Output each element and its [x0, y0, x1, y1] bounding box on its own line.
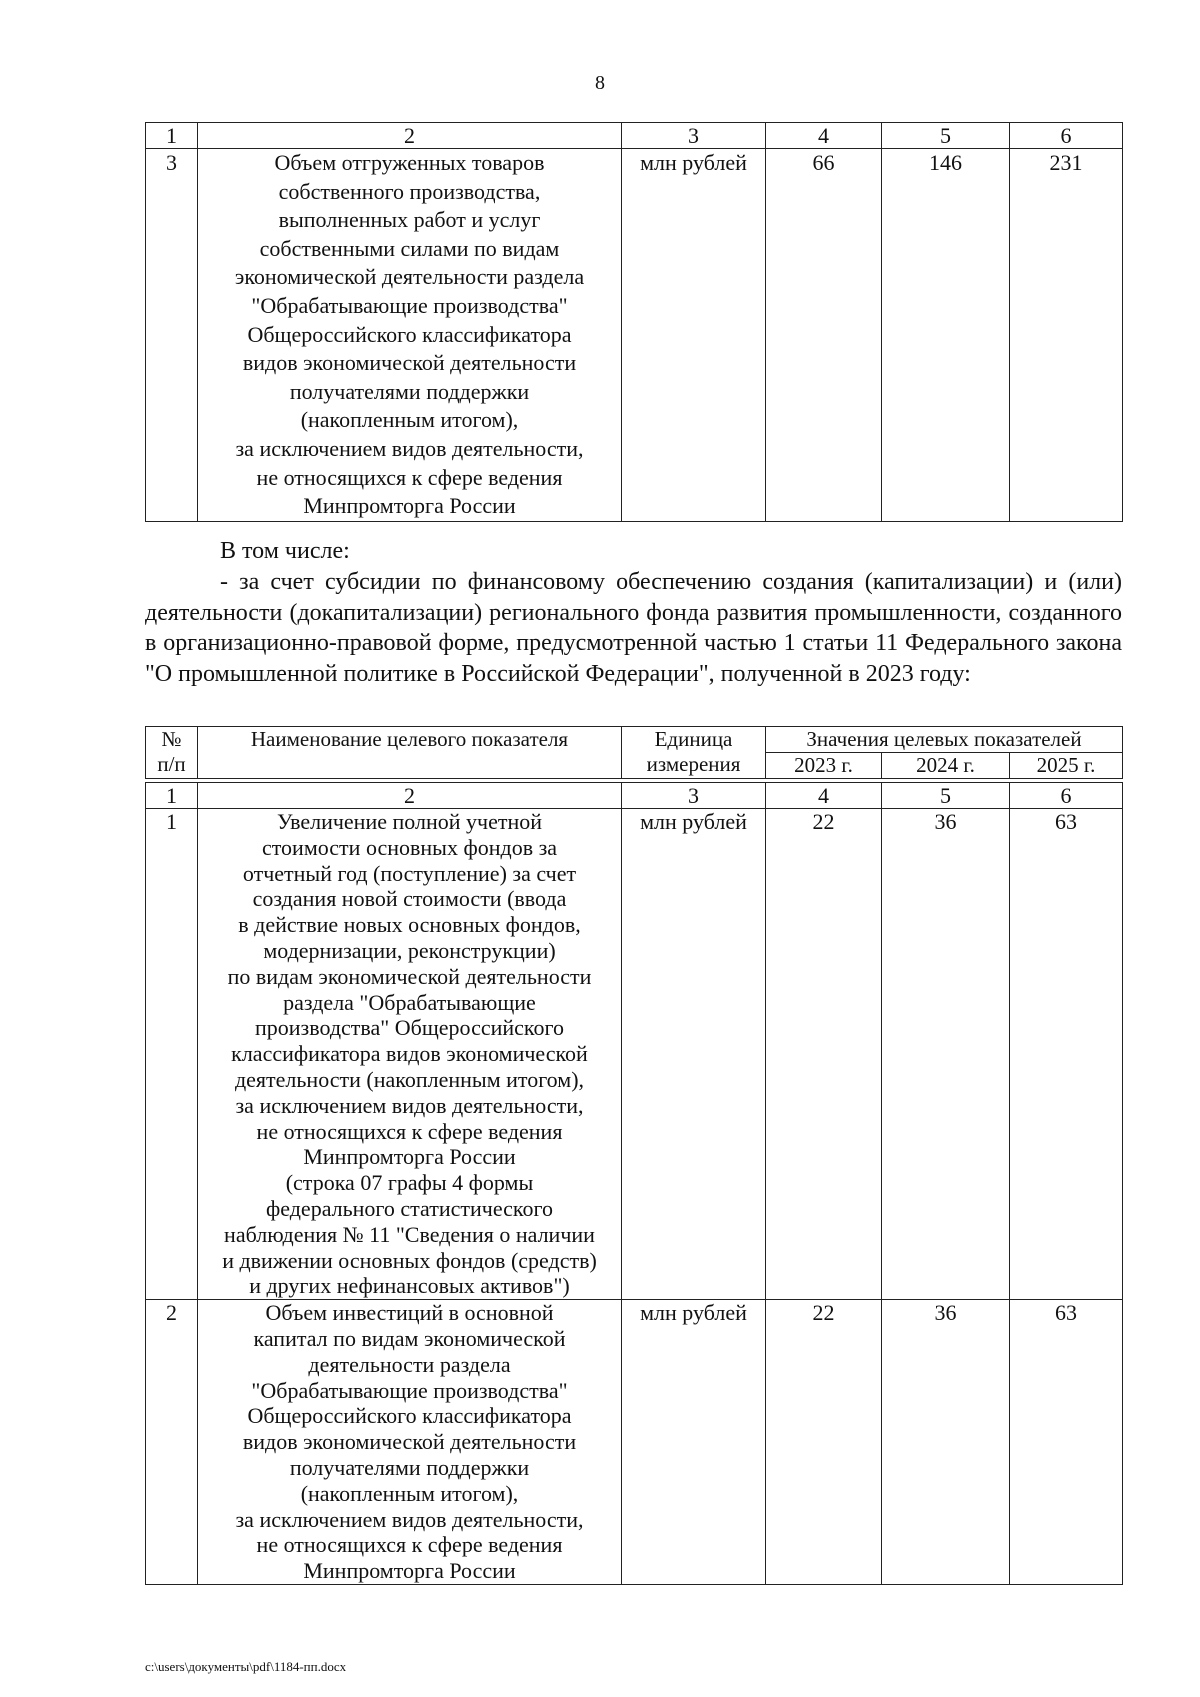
header-values-group: Значения целевых показателей — [766, 727, 1123, 753]
col-number: 3 — [622, 123, 766, 149]
header-name: Наименование целевого показателя — [198, 727, 622, 779]
indicators-table — [145, 726, 1123, 1585]
header-number: № п/п — [146, 727, 198, 779]
col-number: 5 — [882, 123, 1010, 149]
header-year-2023: 2023 г. — [766, 753, 882, 779]
col-number: 1 — [146, 123, 198, 149]
header-year-2025: 2025 г. — [1010, 753, 1123, 779]
col-number: 5 — [882, 783, 1010, 809]
column-number-row — [146, 783, 1123, 809]
footer-file-path: c:\users\документы\pdf\1184-пп.docx — [145, 1659, 347, 1674]
header-year-2024: 2024 г. — [882, 753, 1010, 779]
value-2023: 22 — [766, 1300, 882, 1585]
table-row — [146, 809, 1123, 1300]
value-2024: 146 — [882, 149, 1010, 522]
table-row — [146, 149, 1123, 522]
col-number: 6 — [1010, 783, 1123, 809]
column-number-row — [146, 123, 1123, 149]
value-2025: 231 — [1010, 149, 1123, 522]
unit-cell: млн рублей — [622, 1300, 766, 1585]
value-2025: 63 — [1010, 809, 1123, 1300]
page-number: 8 — [595, 72, 605, 94]
value-2023: 22 — [766, 809, 882, 1300]
col-number: 4 — [766, 783, 882, 809]
indicator-name: Объем отгруженных товаров собственного производства, выполненных работ и услуг собственными силами по видам экономической деятельности раздела "Обрабатывающие производства" Общероссийского классификатора видов экономической деятельности получателями поддержки (накопленным итогом), за исключением видов деятельности, не относящихся к сфере ведения Минпромторга России — [198, 149, 622, 522]
indicator-name: Объем инвестиций в основной капитал по видам экономической деятельности раздела "Обрабатывающие производства" Общероссийского классификатора видов экономической деятельности получателями поддержки (накопленным итогом), за исключением видов деятельности, не относящихся к сфере ведения Минпромторга России — [198, 1300, 622, 1585]
row-number: 2 — [146, 1300, 198, 1585]
paragraph-main: - за счет субсидии по финансовому обеспечению создания (капитализации) и (или) деятельности (докапитализации) регионального фонда развития промышленности, созданного в организационно-правовой форме, предусмотренной частью 1 статьи 11 Федерального закона "О промышленной политике в Российской Федерации", полученной в 2023 году: — [145, 569, 1122, 687]
value-2025: 63 — [1010, 1300, 1123, 1585]
value-2024: 36 — [882, 1300, 1010, 1585]
col-number: 2 — [198, 123, 622, 149]
col-number: 3 — [622, 783, 766, 809]
indicator-name: Увеличение полной учетной стоимости основных фондов за отчетный год (поступление) за счет создания новой стоимости (ввода в действие новых основных фондов, модернизации, реконструкции) по видам экономической деятельности раздела "Обрабатывающие производства" Общероссийского классификатора видов экономической деятельности (накопленным итогом), за исключением видов деятельности, не относящихся к сфере ведения Минпромторга России (строка 07 графы 4 формы федерального статистического наблюдения № 11 "Сведения о наличии и движении основных фондов (средств) и других нефинансовых активов") — [198, 809, 622, 1300]
unit-cell: млн рублей — [622, 809, 766, 1300]
col-number: 2 — [198, 783, 622, 809]
row-number: 3 — [146, 149, 198, 522]
col-number: 1 — [146, 783, 198, 809]
value-2024: 36 — [882, 809, 1010, 1300]
header-unit: Единица измерения — [622, 727, 766, 779]
col-number: 4 — [766, 123, 882, 149]
row-number: 1 — [146, 809, 198, 1300]
header-row — [146, 727, 1123, 753]
indicators-table-continued — [145, 122, 1123, 522]
value-2023: 66 — [766, 149, 882, 522]
table-row — [146, 1300, 1123, 1585]
paragraph-intro: В том числе: — [220, 538, 350, 564]
unit-cell: млн рублей — [622, 149, 766, 522]
col-number: 6 — [1010, 123, 1123, 149]
